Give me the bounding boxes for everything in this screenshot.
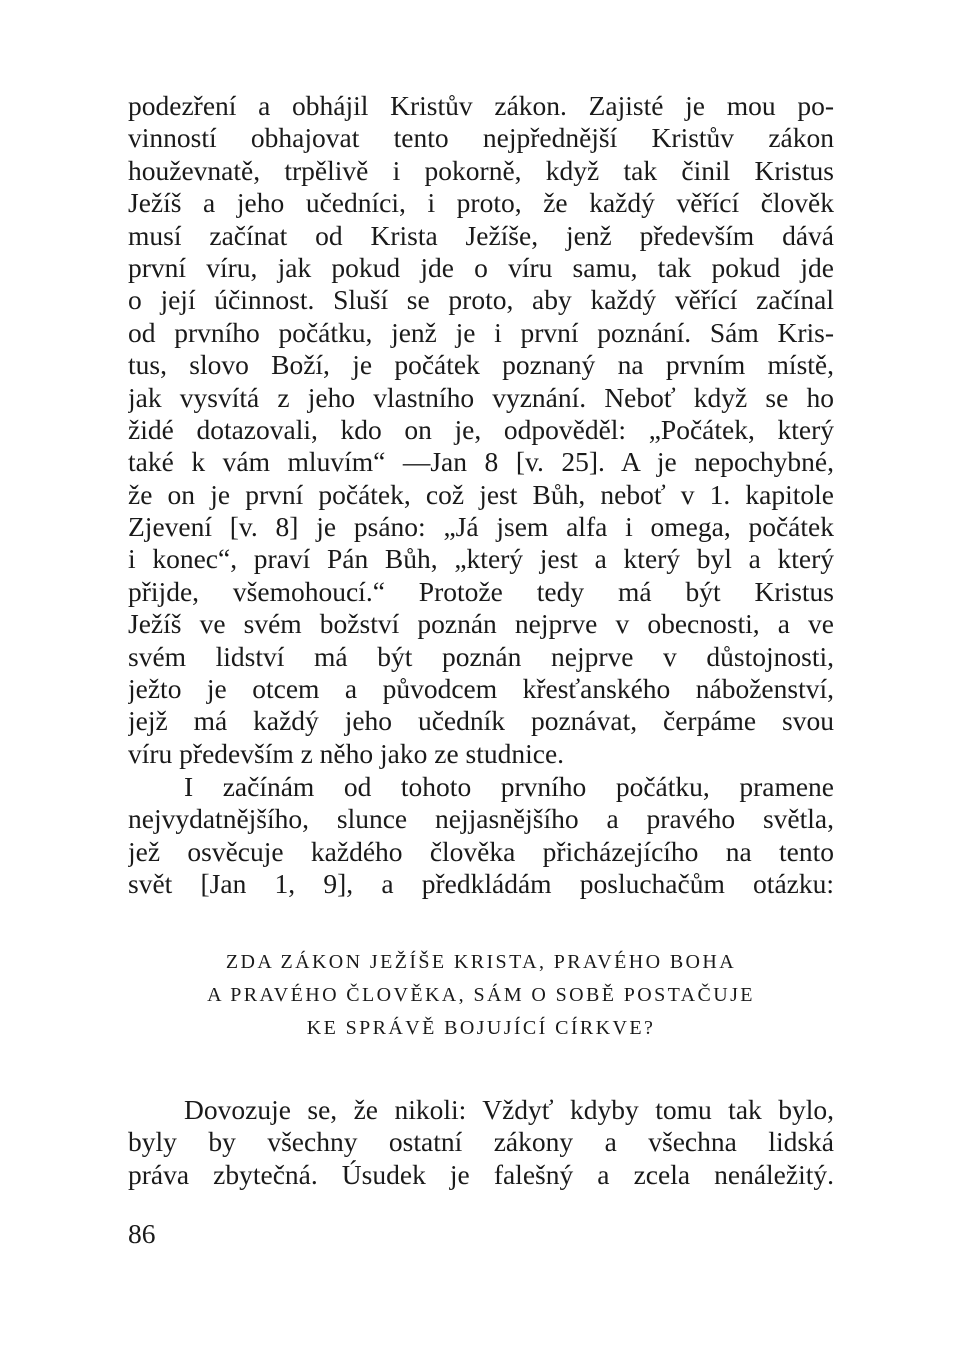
text-line: svém lidství má být poznán nejprve v důstojnosti, (128, 640, 834, 672)
text-line: I začínám od tohoto prvního počátku, pramene (184, 771, 834, 802)
section-heading (128, 946, 834, 1045)
paragraph-1 (128, 90, 834, 770)
heading-line: ZDA ZÁKON JEŽÍŠE KRISTA, PRAVÉHO BOHA (225, 951, 737, 973)
text-line: práva zbytečná. Úsudek je falešný a zcela nenáležitý. (128, 1158, 834, 1190)
heading-line: KE SPRÁVĚ BOJUJÍCÍ CÍRKVE? (306, 1017, 656, 1039)
text-line: od prvního počátku, jenž je i první poznání. Sám Kris- (128, 316, 834, 348)
text-line: také k vám mluvím“ —Jan 8 [v. 25]. A je nepochybné, (128, 446, 834, 478)
text-line: že on je první počátek, což jest Bůh, neboť v 1. kapitole (128, 478, 834, 510)
text-line: víru především z něho jako ze studnice. (128, 737, 565, 769)
text-line: přijde, všemohoucí.“ Protože tedy má být Kristus (128, 575, 834, 607)
text-line: jak vysvítá z jeho vlastního vyznání. Neboť když se ho (128, 381, 834, 413)
text-line: židé dotazovali, kdo on je, odpověděl: „Počátek, který (128, 413, 834, 445)
text-line: houževnatě, trpělivě i pokorně, když tak činil Kristus (128, 154, 834, 186)
text-line: byly by všechny ostatní zákony a všechna lidská (128, 1126, 834, 1158)
text-line: první víru, jak pokud jde o víru samu, tak pokud jde (128, 251, 834, 283)
text-line: Zjevení [v. 8] je psáno: „Já jsem alfa i omega, počátek (128, 511, 834, 543)
text-line: musí začínat od Krista Ježíše, jenž především dává (128, 219, 834, 251)
text-line: podezření a obhájil Kristův zákon. Zajisté je mou po- (128, 90, 834, 121)
text-line: i konec“, praví Pán Bůh, „který jest a který byl a který (128, 543, 834, 575)
text-line: jež osvěcuje každého člověka přicházejícího na tento (128, 835, 834, 867)
text-line: nejvydatnějšího, slunce nejjasnějšího a pravého světla, (128, 803, 834, 835)
text-line: svět [Jan 1, 9], a předkládám posluchačům otázku: (128, 868, 834, 900)
text-line: vinností obhajovat tento nejpřednější Kristův zákon (128, 122, 834, 154)
text-line: o její účinnost. Sluší se proto, aby každý věřící začínal (128, 284, 834, 316)
text-line: Ježíš a jeho učedníci, i proto, že každý věřící člověk (128, 187, 834, 219)
paragraph-3 (128, 1094, 834, 1191)
heading-line: A PRAVÉHO ČLOVĚKA, SÁM O SOBĚ POSTAČUJE (207, 984, 755, 1006)
page-number: 86 (128, 1218, 156, 1249)
text-line: Dovozuje se, že nikoli: Vždyť kdyby tomu tak bylo, (184, 1094, 834, 1125)
text-line: jejž má každý jeho učedník poznávat, čerpáme svou (128, 705, 834, 737)
text-line: tus, slovo Boží, je počátek poznaný na prvním místě, (128, 349, 834, 381)
text-line: ježto je otcem a původcem křesťanského náboženství, (128, 673, 834, 705)
text-line: Ježíš ve svém božství poznán nejprve v obecnosti, a ve (128, 608, 834, 640)
paragraph-2 (128, 771, 834, 901)
